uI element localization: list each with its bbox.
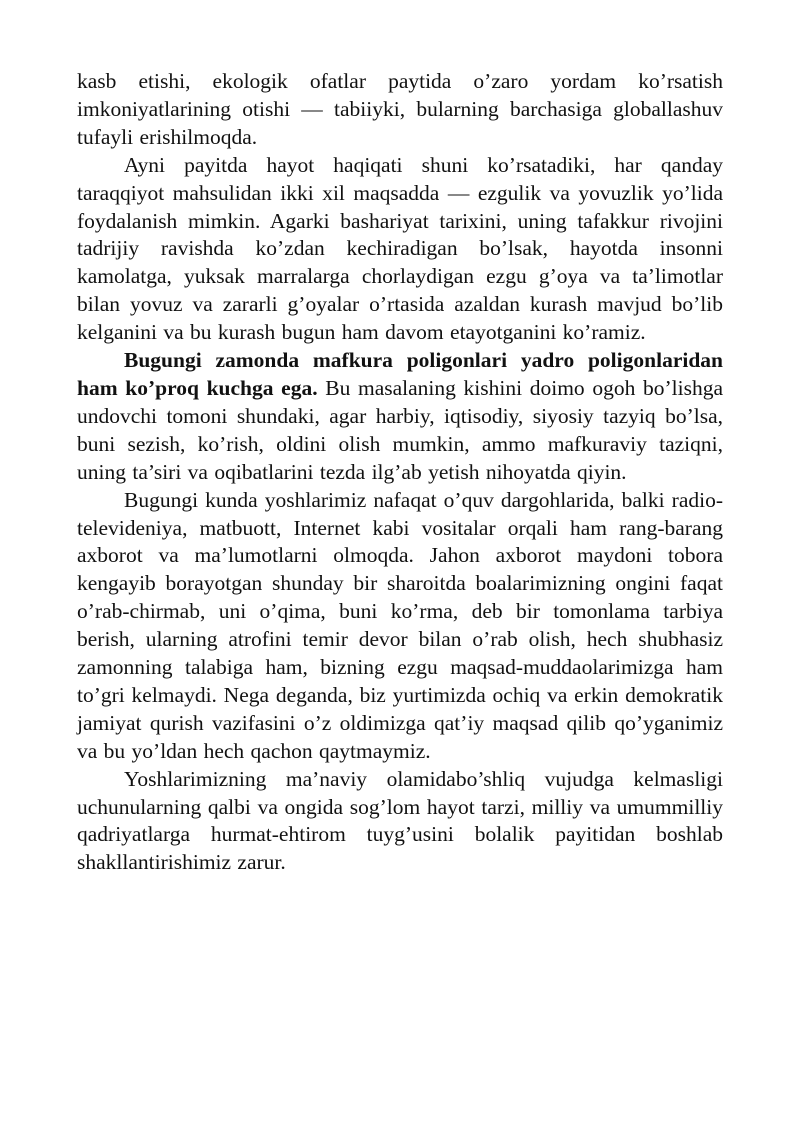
- paragraph-text: Bu masalaning kishini doimo ogoh bo’lishga undovchi tomoni shundaki, agar harbiy, iqtisodiy, siyosiy tazyiq bo’lsa, buni sezish, ko’rish, oldini olish mumkin, ammo mafkuraviy taziqni, uning ta’siri va oqibatlarini tezda ilg’ab yetish nihoyatda qiyin.: [77, 375, 723, 484]
- paragraph: [77, 152, 723, 347]
- document-page: [77, 68, 723, 877]
- paragraph-text: kasb etishi, ekologik ofatlar paytida o’zaro yordam ko’rsatish imkoniyatlarining otishi — tabiiyki, bularning barchasiga globallashuv tufayli erishilmoqda.: [77, 69, 723, 149]
- paragraph: [77, 487, 723, 766]
- bold-thesis: Bugungi zamonda mafkura poligonlari yadro poligonlaridan ham ko’proq kuchga ega.: [77, 348, 723, 400]
- paragraph-continued: [77, 68, 723, 152]
- paragraph-text: Yoshlarimizning ma’naviy olamidabo’shliq vujudga kelmasligi uchunularning qalbi va ongida sog’lom hayot tarzi, milliy va umummilliy qadriyatlarga hurmat-ehtirom tuyg’usini bolalik payitidan boshlab shakllantirishimiz zarur.: [77, 766, 723, 875]
- paragraph-text: Ayni payitda hayot haqiqati shuni ko’rsatadiki, har qanday taraqqiyot mahsulidan ikki xil maqsadda — ezgulik va yovuzlik yo’lida foydalanish mimkin. Agarki bashariyat tarixini, uning tafakkur rivojini tadrijiy ravishda ko’zdan kechiradigan bo’lsak, hayotda insonni kamolatga, yuksak marralarga chorlaydigan ezgu g’oya va ta’limotlar bilan yovuz va zararli g’oyalar o’rtasida azaldan kurash mavjud bo’lib kelganini va bu kurash bugun ham davom etayotganini ko’ramiz.: [77, 152, 723, 345]
- paragraph-with-bold-lead: [77, 347, 723, 487]
- paragraph: [77, 766, 723, 878]
- paragraph-text: Bugungi kunda yoshlarimiz nafaqat o’quv dargohlarida, balki radio-televideniya, matbuott, Internet kabi vositalar orqali ham rang-barang axborot va ma’lumotlarni olmoqda. Jahon axborot maydoni tobora kengayib borayotgan shunday bir sharoitda boalarimizning ongini faqat o’rab-chirmab, uni o’qima, buni ko’rma, deb bir tomonlama tarbiya berish, ularning atrofini temir devor bilan o’rab olish, hech shubhasiz zamonning talabiga ham, bizning ezgu maqsad-muddaolarimizga ham to’gri kelmaydi. Nega deganda, biz yurtimizda ochiq va erkin demokratik jamiyat qurish vazifasini o’z oldimizga qat’iy maqsad qilib qo’yganimiz va bu yo’ldan hech qachon qaytmaymiz.: [77, 487, 723, 763]
